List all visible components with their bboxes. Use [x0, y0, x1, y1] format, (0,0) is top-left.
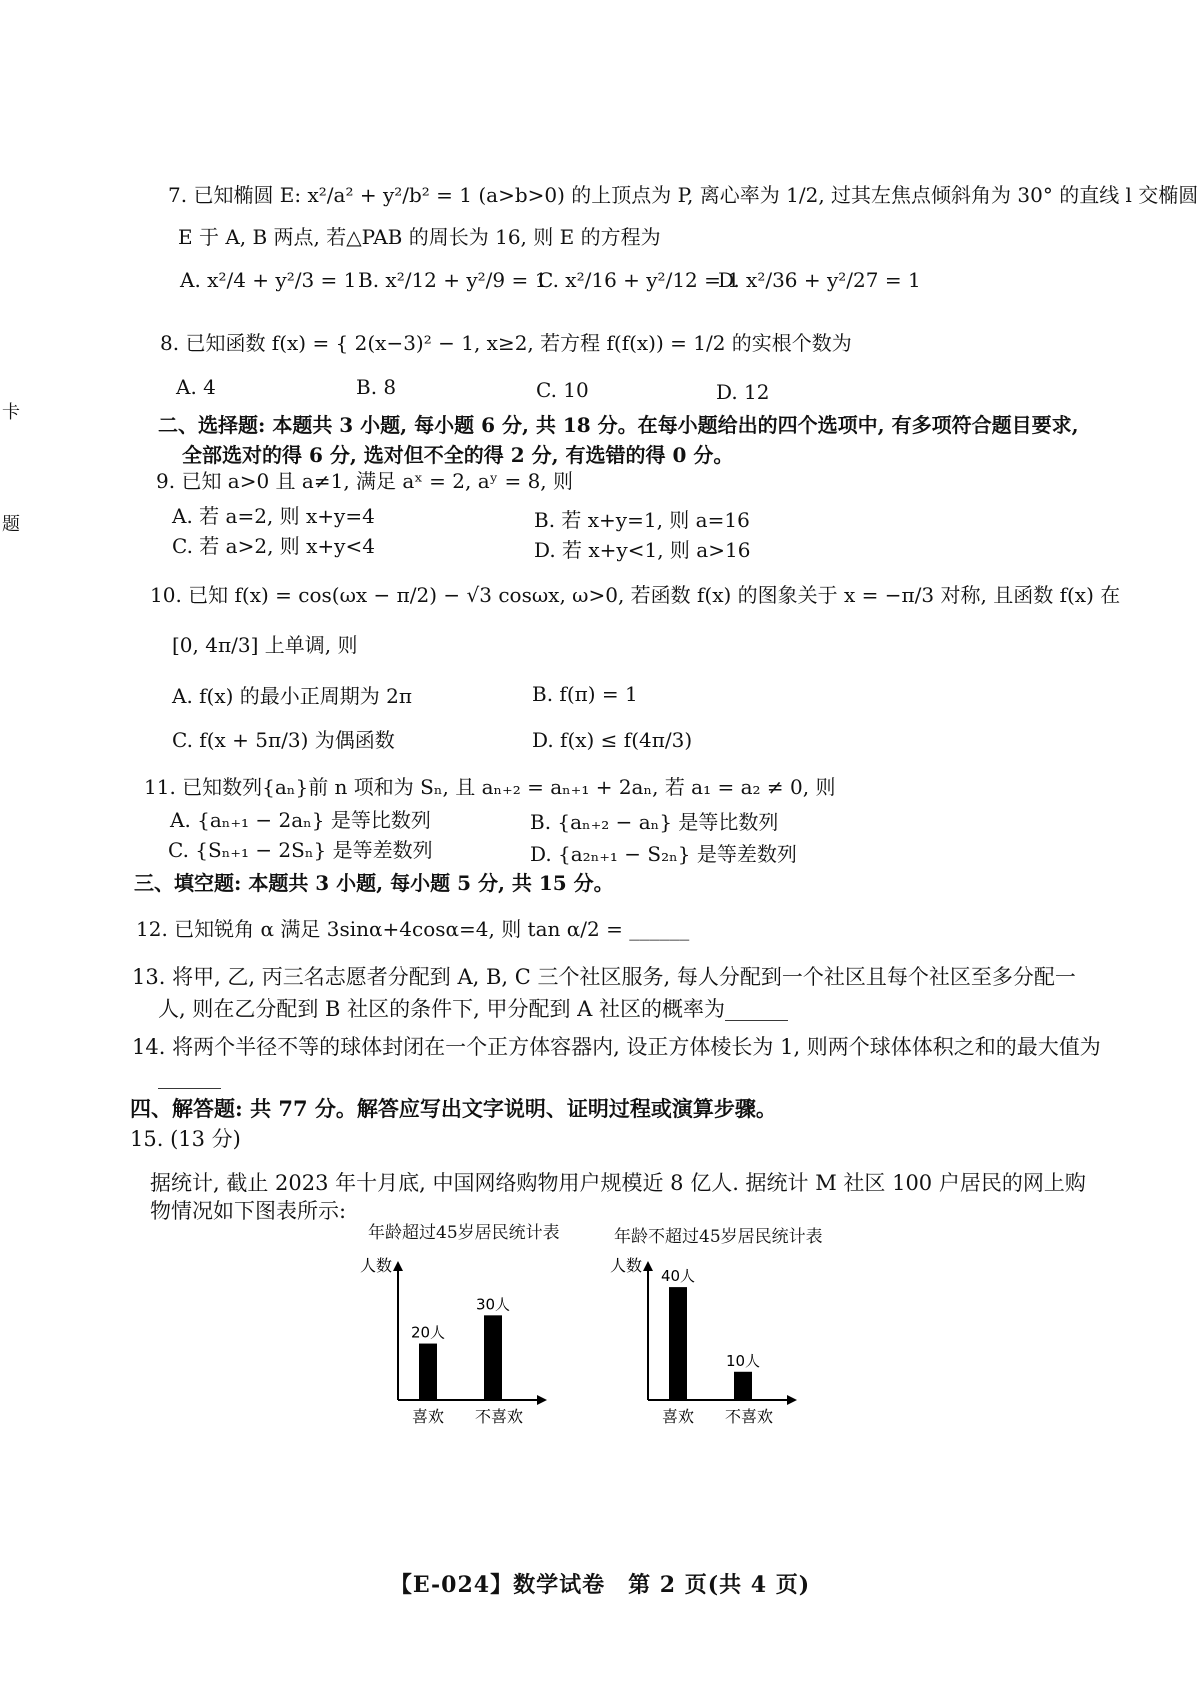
q15-stem-cont: 物情况如下图表所示: — [150, 1199, 347, 1223]
section-4-heading: 四、解答题: 共 77 分。解答应写出文字说明、证明过程或演算步骤。 — [130, 1096, 777, 1121]
q8-stem: 8. 已知函数 f(x) = { 2(x−3)² − 1, x≥2, 若方程 f(f(x)) = 1/2 的实根个数为 — [160, 331, 852, 355]
q10-option-a: A. f(x) 的最小正周期为 2π — [172, 684, 413, 708]
q8-option-d: D. 12 — [716, 380, 770, 404]
q11-option-b: B. {aₙ₊₂ − aₙ} 是等比数列 — [530, 810, 779, 834]
q7-option-b: B. x²/12 + y²/9 = 1 — [358, 268, 548, 292]
category-label: 喜欢 — [661, 1407, 695, 1426]
data-label: 20人 — [410, 1323, 446, 1342]
side-mark: 卡 — [2, 402, 20, 423]
section-3-heading: 三、填空题: 本题共 3 小题, 每小题 5 分, 共 15 分。 — [134, 871, 614, 895]
chart-over-45 — [340, 1245, 560, 1435]
q9-option-a: A. 若 a=2, 则 x+y=4 — [172, 504, 375, 528]
side-mark: 题 — [2, 514, 20, 535]
data-label: 30人 — [475, 1295, 511, 1314]
bar — [734, 1372, 752, 1400]
bar — [484, 1315, 502, 1400]
y-axis-label: 人数 — [609, 1256, 642, 1275]
q10-option-c: C. f(x + 5π/3) 为偶函数 — [172, 728, 395, 752]
bar — [419, 1344, 437, 1400]
q8-option-b: B. 8 — [356, 375, 397, 399]
q13-stem: 13. 将甲, 乙, 丙三名志愿者分配到 A, B, C 三个社区服务, 每人分配到一个社区且每个社区至多分配一 — [132, 965, 1076, 989]
q8-option-c: C. 10 — [536, 378, 589, 402]
q12: 12. 已知锐角 α 满足 3sinα+4cosα=4, 则 tan α/2 = ______ — [136, 917, 690, 941]
bar — [669, 1287, 687, 1400]
section-2-heading-cont: 全部选对的得 6 分, 选对但不全的得 2 分, 有选错的得 0 分。 — [182, 443, 734, 467]
x-axis-arrow — [537, 1395, 547, 1405]
q9-option-d: D. 若 x+y<1, 则 a>16 — [534, 538, 751, 562]
section-2-heading: 二、选择题: 本题共 3 小题, 每小题 6 分, 共 18 分。在每小题给出的四个选项中, 有多项符合题目要求, — [158, 413, 1079, 437]
q10-stem-cont: [0, 4π/3] 上单调, 则 — [172, 633, 358, 657]
q7-stem: 7. 已知椭圆 E: x²/a² + y²/b² = 1 (a>b>0) 的上顶点为 P, 离心率为 1/2, 过其左焦点倾斜角为 30° 的直线 l 交椭圆 — [168, 183, 1199, 207]
category-label: 不喜欢 — [474, 1407, 524, 1426]
y-axis-arrow — [643, 1261, 653, 1271]
q7-option-a: A. x²/4 + y²/3 = 1 — [180, 268, 357, 292]
q7-stem-cont: E 于 A, B 两点, 若△PAB 的周长为 16, 则 E 的方程为 — [178, 225, 661, 249]
q10-option-d: D. f(x) ≤ f(4π/3) — [532, 728, 693, 752]
q14-blank: ______ — [158, 1065, 221, 1089]
chart-2-title: 年龄不超过45岁居民统计表 — [614, 1227, 823, 1247]
q7-option-d: D. x²/36 + y²/27 = 1 — [718, 268, 921, 292]
data-label: 10人 — [725, 1351, 761, 1370]
y-axis-label: 人数 — [359, 1256, 392, 1275]
data-label: 40人 — [660, 1267, 696, 1286]
x-axis-arrow — [787, 1395, 797, 1405]
q9-stem: 9. 已知 a>0 且 a≠1, 满足 aˣ = 2, aʸ = 8, 则 — [156, 469, 574, 493]
q15-stem: 据统计, 截止 2023 年十月底, 中国网络购物用户规模近 8 亿人. 据统计 M 社区 100 户居民的网上购 — [150, 1171, 1086, 1195]
q7-option-c: C. x²/16 + y²/12 = 1 — [538, 268, 740, 292]
q9-option-c: C. 若 a>2, 则 x+y<4 — [172, 534, 375, 558]
q8-option-a: A. 4 — [176, 375, 216, 399]
chart-1-title: 年龄超过45岁居民统计表 — [368, 1223, 560, 1243]
q11-option-a: A. {aₙ₊₁ − 2aₙ} 是等比数列 — [170, 808, 431, 832]
q15-heading: 15. (13 分) — [130, 1127, 241, 1151]
category-label: 喜欢 — [411, 1407, 445, 1426]
q13-stem-cont: 人, 则在乙分配到 B 社区的条件下, 甲分配到 A 社区的概率为______ — [158, 997, 788, 1021]
chart-not-over-45 — [590, 1245, 810, 1435]
q10-stem: 10. 已知 f(x) = cos(ωx − π/2) − √3 cosωx, ω>0, 若函数 f(x) 的图象关于 x = −π/3 对称, 且函数 f(x) 在 — [150, 583, 1121, 607]
q11-option-c: C. {Sₙ₊₁ − 2Sₙ} 是等差数列 — [168, 838, 433, 862]
category-label: 不喜欢 — [724, 1407, 774, 1426]
q11-stem: 11. 已知数列{aₙ}前 n 项和为 Sₙ, 且 aₙ₊₂ = aₙ₊₁ + 2aₙ, 若 a₁ = a₂ ≠ 0, 则 — [144, 775, 836, 799]
q14-stem: 14. 将两个半径不等的球体封闭在一个正方体容器内, 设正方体棱长为 1, 则两个球体体积之和的最大值为 — [132, 1035, 1101, 1059]
y-axis-arrow — [393, 1261, 403, 1271]
page-footer: 【E-024】数学试卷 第 2 页(共 4 页) — [389, 1572, 811, 1598]
q11-option-d: D. {a₂ₙ₊₁ − S₂ₙ} 是等差数列 — [530, 842, 797, 866]
q10-option-b: B. f(π) = 1 — [532, 682, 638, 706]
q9-option-b: B. 若 x+y=1, 则 a=16 — [534, 508, 750, 532]
